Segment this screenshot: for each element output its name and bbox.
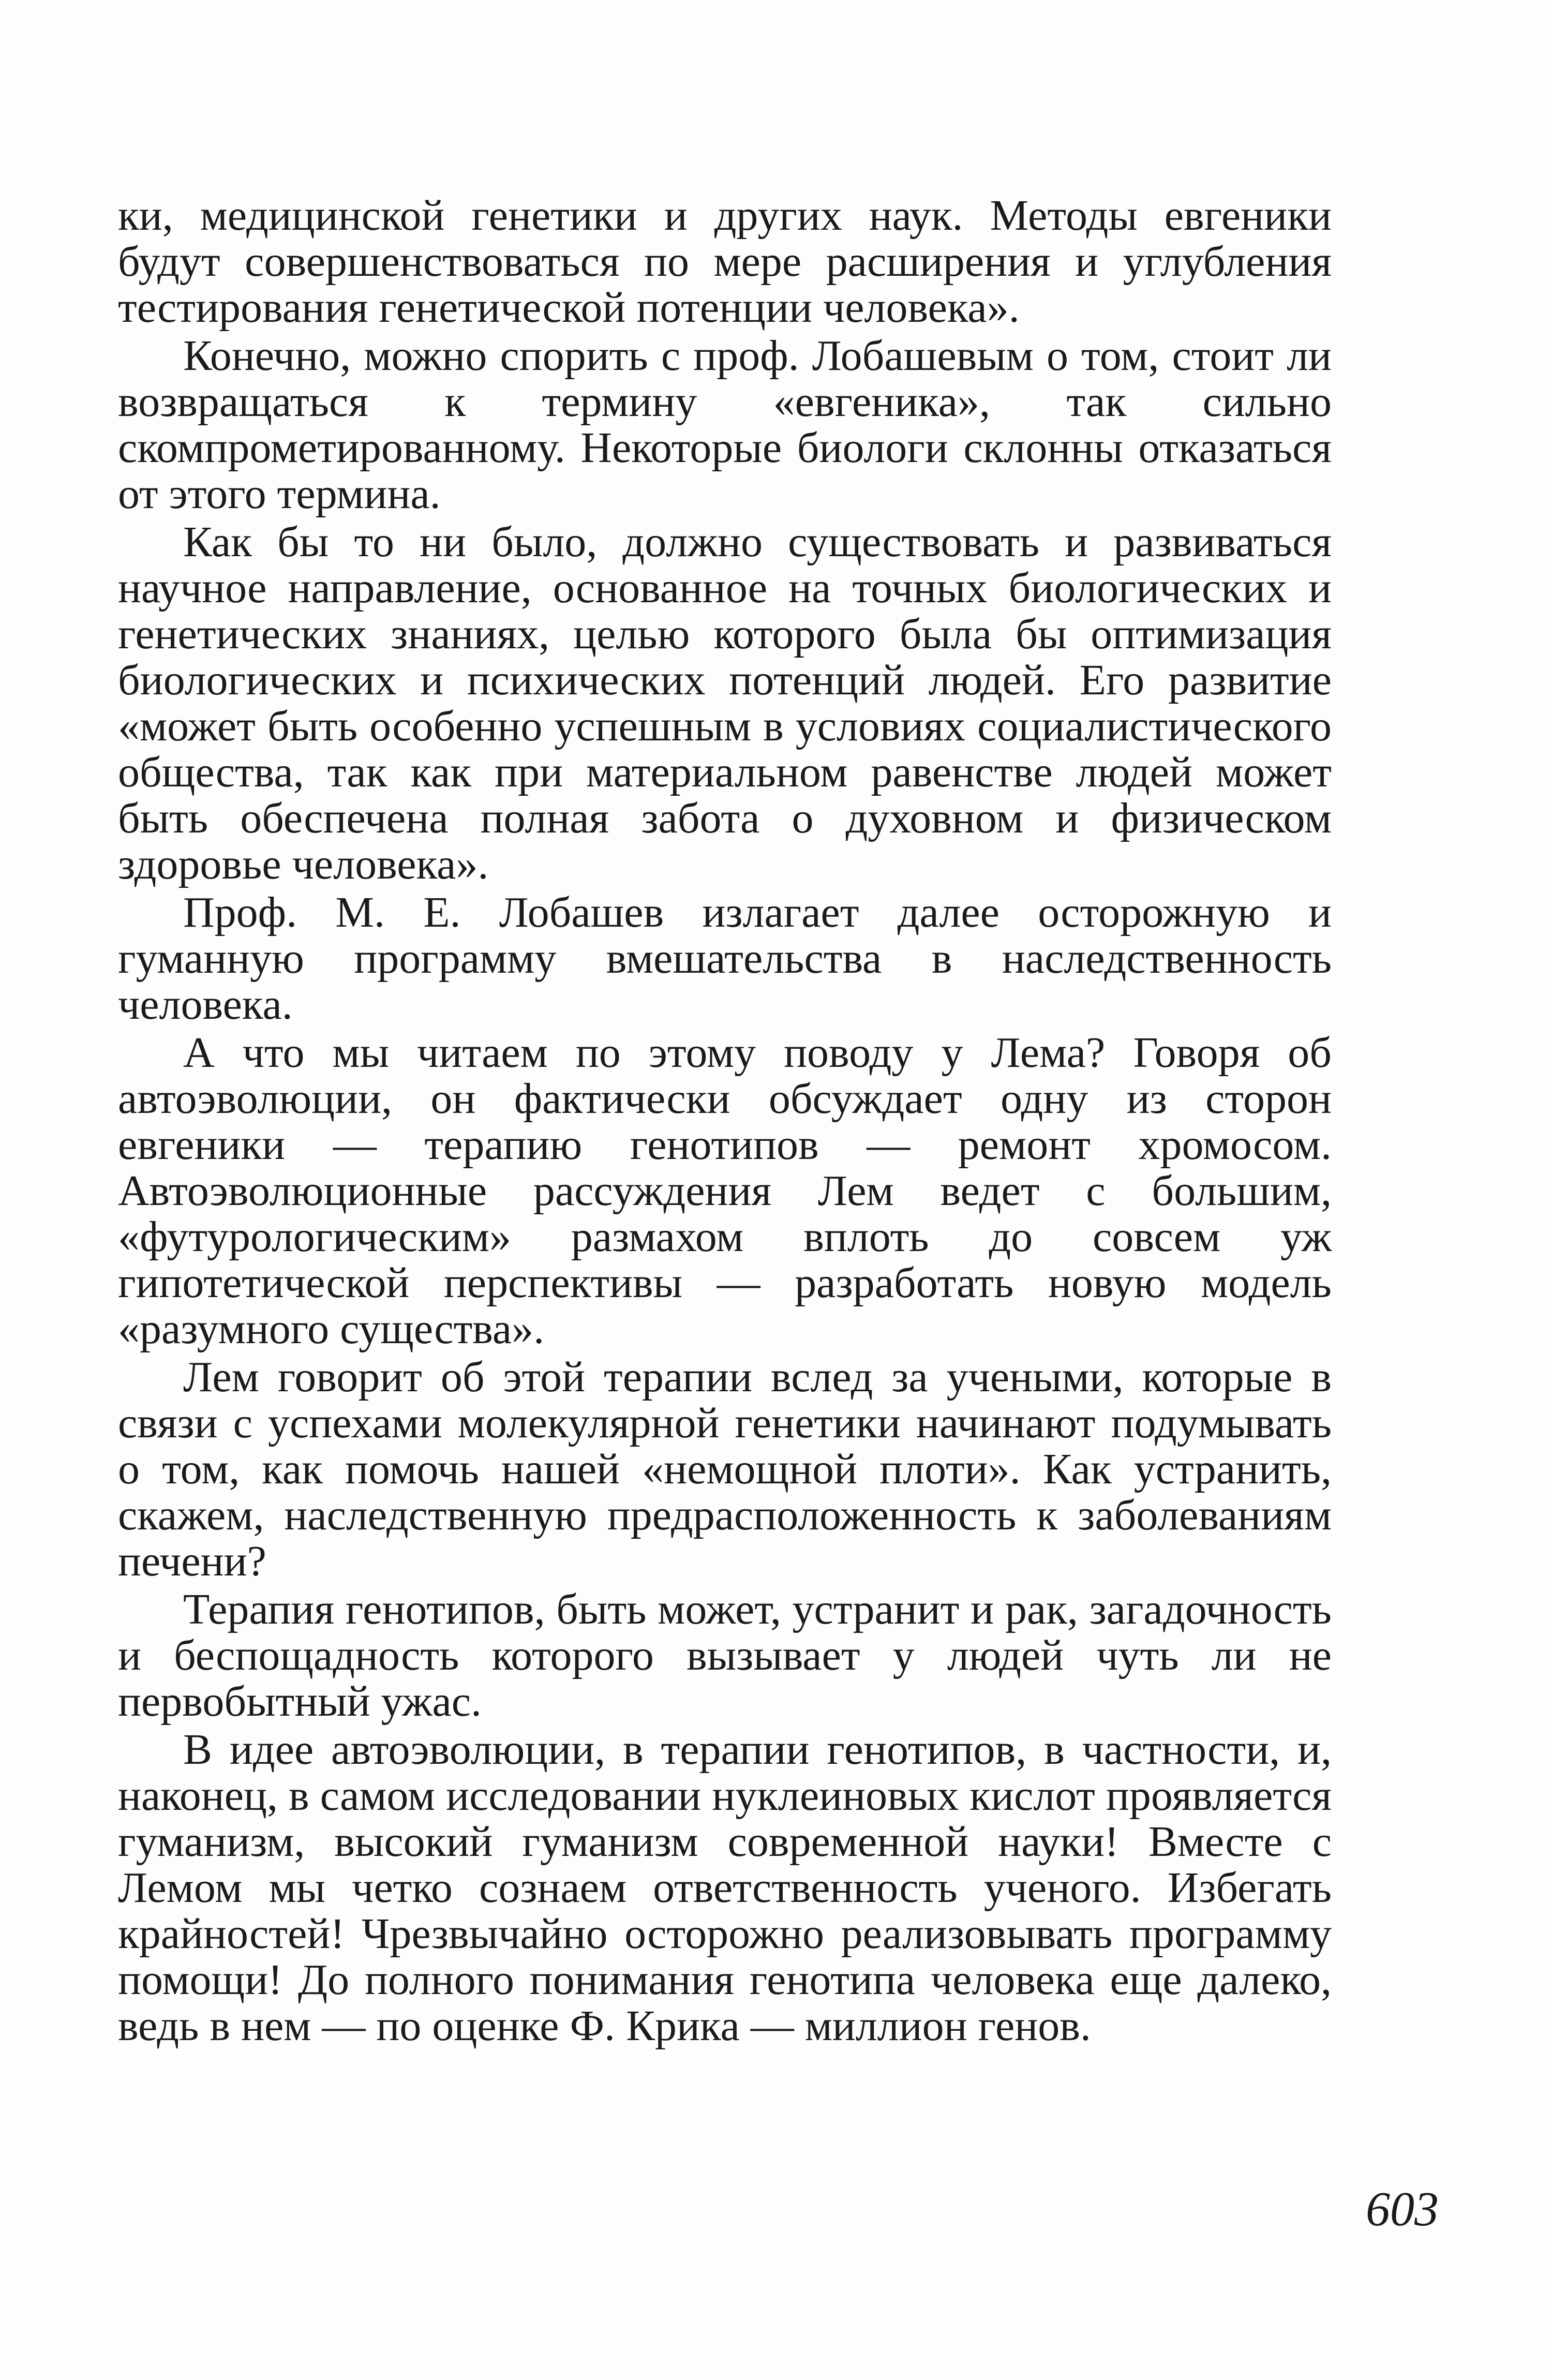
paragraph-7: Терапия генотипов, быть может, устранит и рак, загадочность и беспощадность которого вызывает у людей чуть ли не первобытный ужас.: [118, 1585, 1332, 1726]
paragraph-6: Лем говорит об этой терапии вслед за учеными, которые в связи с успехами молекулярной генетики начинают подумывать о том, как помочь нашей «немощной плоти». Как устранить, скажем, наследственную предрасположенность к заболеваниям печени?: [118, 1353, 1332, 1585]
body-text: [118, 192, 1332, 2051]
paragraph-5: А что мы читаем по этому поводу у Лема? Говоря об автоэволюции, он фактически обсуждает одну из сторон евгеники — терапию генотипов — ремонт хромосом. Автоэволюционные рассуждения Лем ведет с большим, «футурологическим» размахом вплоть до совсем уж гипотетической перспективы — разработать новую модель «разумного существа».: [118, 1029, 1332, 1353]
paragraph-2: Конечно, можно спорить с проф. Лобашевым о том, стоит ли возвращаться к термину «евгеника», так сильно скомпрометированному. Некоторые биологи склонны отказаться от этого термина.: [118, 332, 1332, 518]
paragraph-3: Как бы то ни было, должно существовать и развиваться научное направление, основанное на точных биологических и генетических знаниях, целью которого была бы оптимизация биологических и психических потенций людей. Его развитие «может быть особенно успешным в условиях социалистического общества, так как при материальном равенстве людей может быть обеспечена полная забота о духовном и физическом здоровье человека».: [118, 518, 1332, 888]
paragraph-8: В идее автоэволюции, в терапии генотипов, в частности, и, наконец, в самом исследовании нуклеиновых кислот проявляется гуманизм, высокий гуманизм современной науки! Вместе с Лемом мы четко сознаем ответственность ученого. Избегать крайностей! Чрезвычайно осторожно реализовывать программу помощи! До полного понимания генотипа человека еще далеко, ведь в нем — по оценке Ф. Крика — миллион генов.: [118, 1726, 1332, 2050]
page-number: 603: [1366, 2182, 1439, 2236]
paragraph-1: ки, медицинской генетики и других наук. Методы евгеники будут совершенствоваться по мере расширения и углубления тестирования генетической потенции человека».: [118, 191, 1332, 332]
paragraph-4: Проф. М. Е. Лобашев излагает далее осторожную и гуманную программу вмешательства в наследственность человека.: [118, 888, 1332, 1029]
